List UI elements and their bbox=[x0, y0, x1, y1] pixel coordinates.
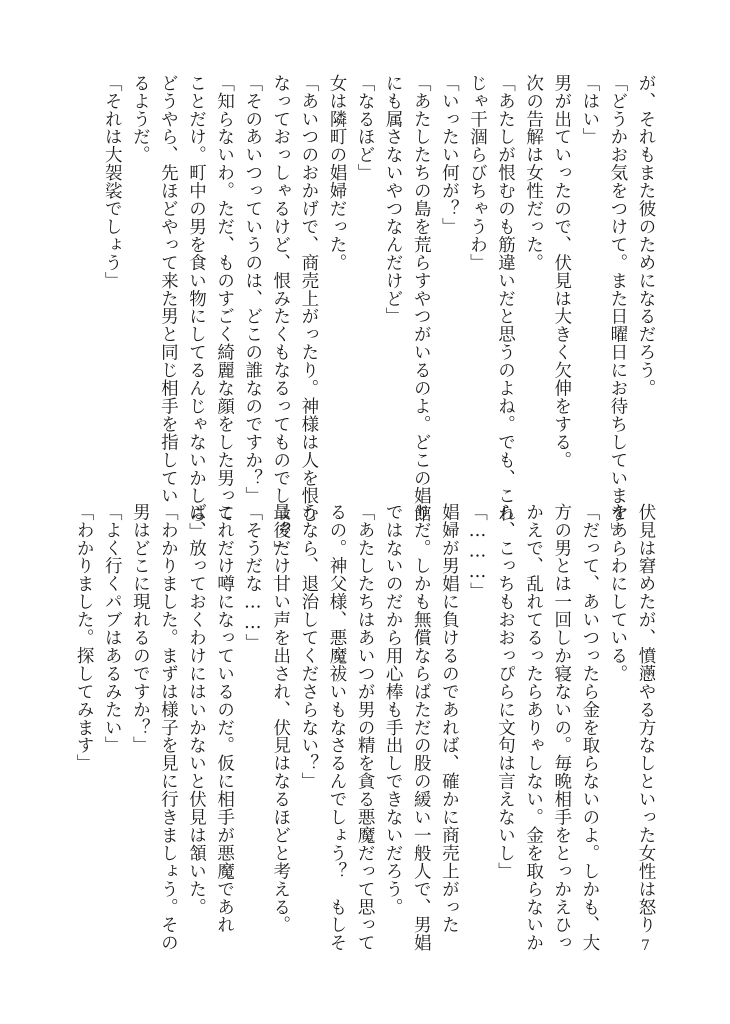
text-column: が、それもまた彼のためになるだろう。 bbox=[636, 74, 656, 398]
text-column: 「あいつのおかげで、商売上がったり。神様は人を恨む bbox=[298, 74, 319, 523]
text-column: 「そうだな……」 bbox=[242, 503, 263, 652]
text-column: 「よく行くパブはあるみたい」 bbox=[102, 503, 123, 755]
text-column: りだ。しかも無償ならばただの股の緩い一般人で、男娼 bbox=[411, 503, 432, 952]
text-column: ことだけ。町中の男を食い物にしてるんじゃないかしら」 bbox=[186, 74, 207, 541]
text-column: これだけ噂になっているのだ。仮に相手が悪魔であれ bbox=[214, 503, 235, 934]
text-column: るようだ。 bbox=[130, 74, 151, 164]
text-column: どうやら、先ほどやって来た男と同じ相手を指してい bbox=[158, 74, 179, 505]
text-column: 「わかりました。探してみます」 bbox=[74, 503, 95, 773]
text-column: かえで、乱れてるったらありゃしない。金を取らないか bbox=[523, 503, 544, 952]
text-column: 次の告解は女性だった。 bbox=[523, 74, 544, 272]
text-column: 「あたしたちはあいつが男の精を貪る悪魔だって思って bbox=[355, 503, 376, 952]
upper-text-block bbox=[76, 74, 656, 559]
text-column: じゃ干涸らびちゃうわ」 bbox=[467, 74, 488, 272]
text-column: 女は隣町の娼婦だった。 bbox=[326, 74, 347, 272]
text-column: 「そのあいつっていうのは、どこの誰なのですか？」 bbox=[242, 74, 263, 505]
text-column: 「はい」 bbox=[579, 74, 600, 146]
text-column: 「………」 bbox=[467, 503, 488, 601]
text-column: なっておっしゃるけど、恨みたくもなるってものでしょ？」 bbox=[270, 74, 291, 559]
text-column: 「どうかお気をつけて。また日曜日にお待ちしています」 bbox=[607, 74, 628, 541]
text-column: ら、こっちもおおっぴらに文句は言えないし」 bbox=[495, 503, 516, 880]
text-column: 「知らないわ。ただ、ものすごく綺麗な顔をした男って bbox=[214, 74, 235, 523]
text-column: 「いったい何が？」 bbox=[439, 74, 460, 236]
lower-text-block bbox=[74, 503, 656, 952]
text-column: 「それは大袈裟でしょう」 bbox=[102, 74, 123, 290]
text-column: うなら、退治してくださらない？」 bbox=[298, 503, 319, 791]
text-column: ば、放っておくわけにはいかないと伏見は頷いた。 bbox=[186, 503, 207, 916]
text-column: 娼婦が男娼に負けるのであれば、確かに商売上がった bbox=[439, 503, 460, 934]
text-column: 伏見は窘めたが、憤懣やる方なしといった女性は怒り bbox=[636, 503, 656, 934]
text-column: 「あたしが恨むのも筋違いだと思うのよね。でも、これ bbox=[495, 74, 516, 523]
text-column: 「なるほど」 bbox=[355, 74, 376, 182]
text-column: 男はどこに現れるのですか？」 bbox=[130, 503, 151, 755]
text-column: 「だって、あいつったら金を取らないのよ。しかも、大 bbox=[579, 503, 600, 952]
text-column: をあらわにしている。 bbox=[607, 503, 628, 683]
text-column: るの。神父様、悪魔祓いもなさるんでしょう？ もしそ bbox=[326, 503, 347, 952]
text-column: にも属さないやつなんだけど」 bbox=[383, 74, 404, 326]
text-column: 男が出ていったので、伏見は大きく欠伸をする。 bbox=[551, 74, 572, 469]
text-column: ではないのだから用心棒も手出しできないだろう。 bbox=[383, 503, 404, 916]
text-column: 「わかりました。まずは様子を見に行きましょう。その bbox=[158, 503, 179, 952]
text-column: 「あたしたちの島を荒らすやつがいるのよ。どこの娼館 bbox=[411, 74, 432, 523]
page-number: 7 bbox=[641, 938, 650, 954]
text-column: 方の男とは一回しか寝ないの。毎晩相手をとっかえひっ bbox=[551, 503, 572, 952]
text-column: 最後だけ甘い声を出され、伏見はなるほどと考える。 bbox=[270, 503, 291, 934]
